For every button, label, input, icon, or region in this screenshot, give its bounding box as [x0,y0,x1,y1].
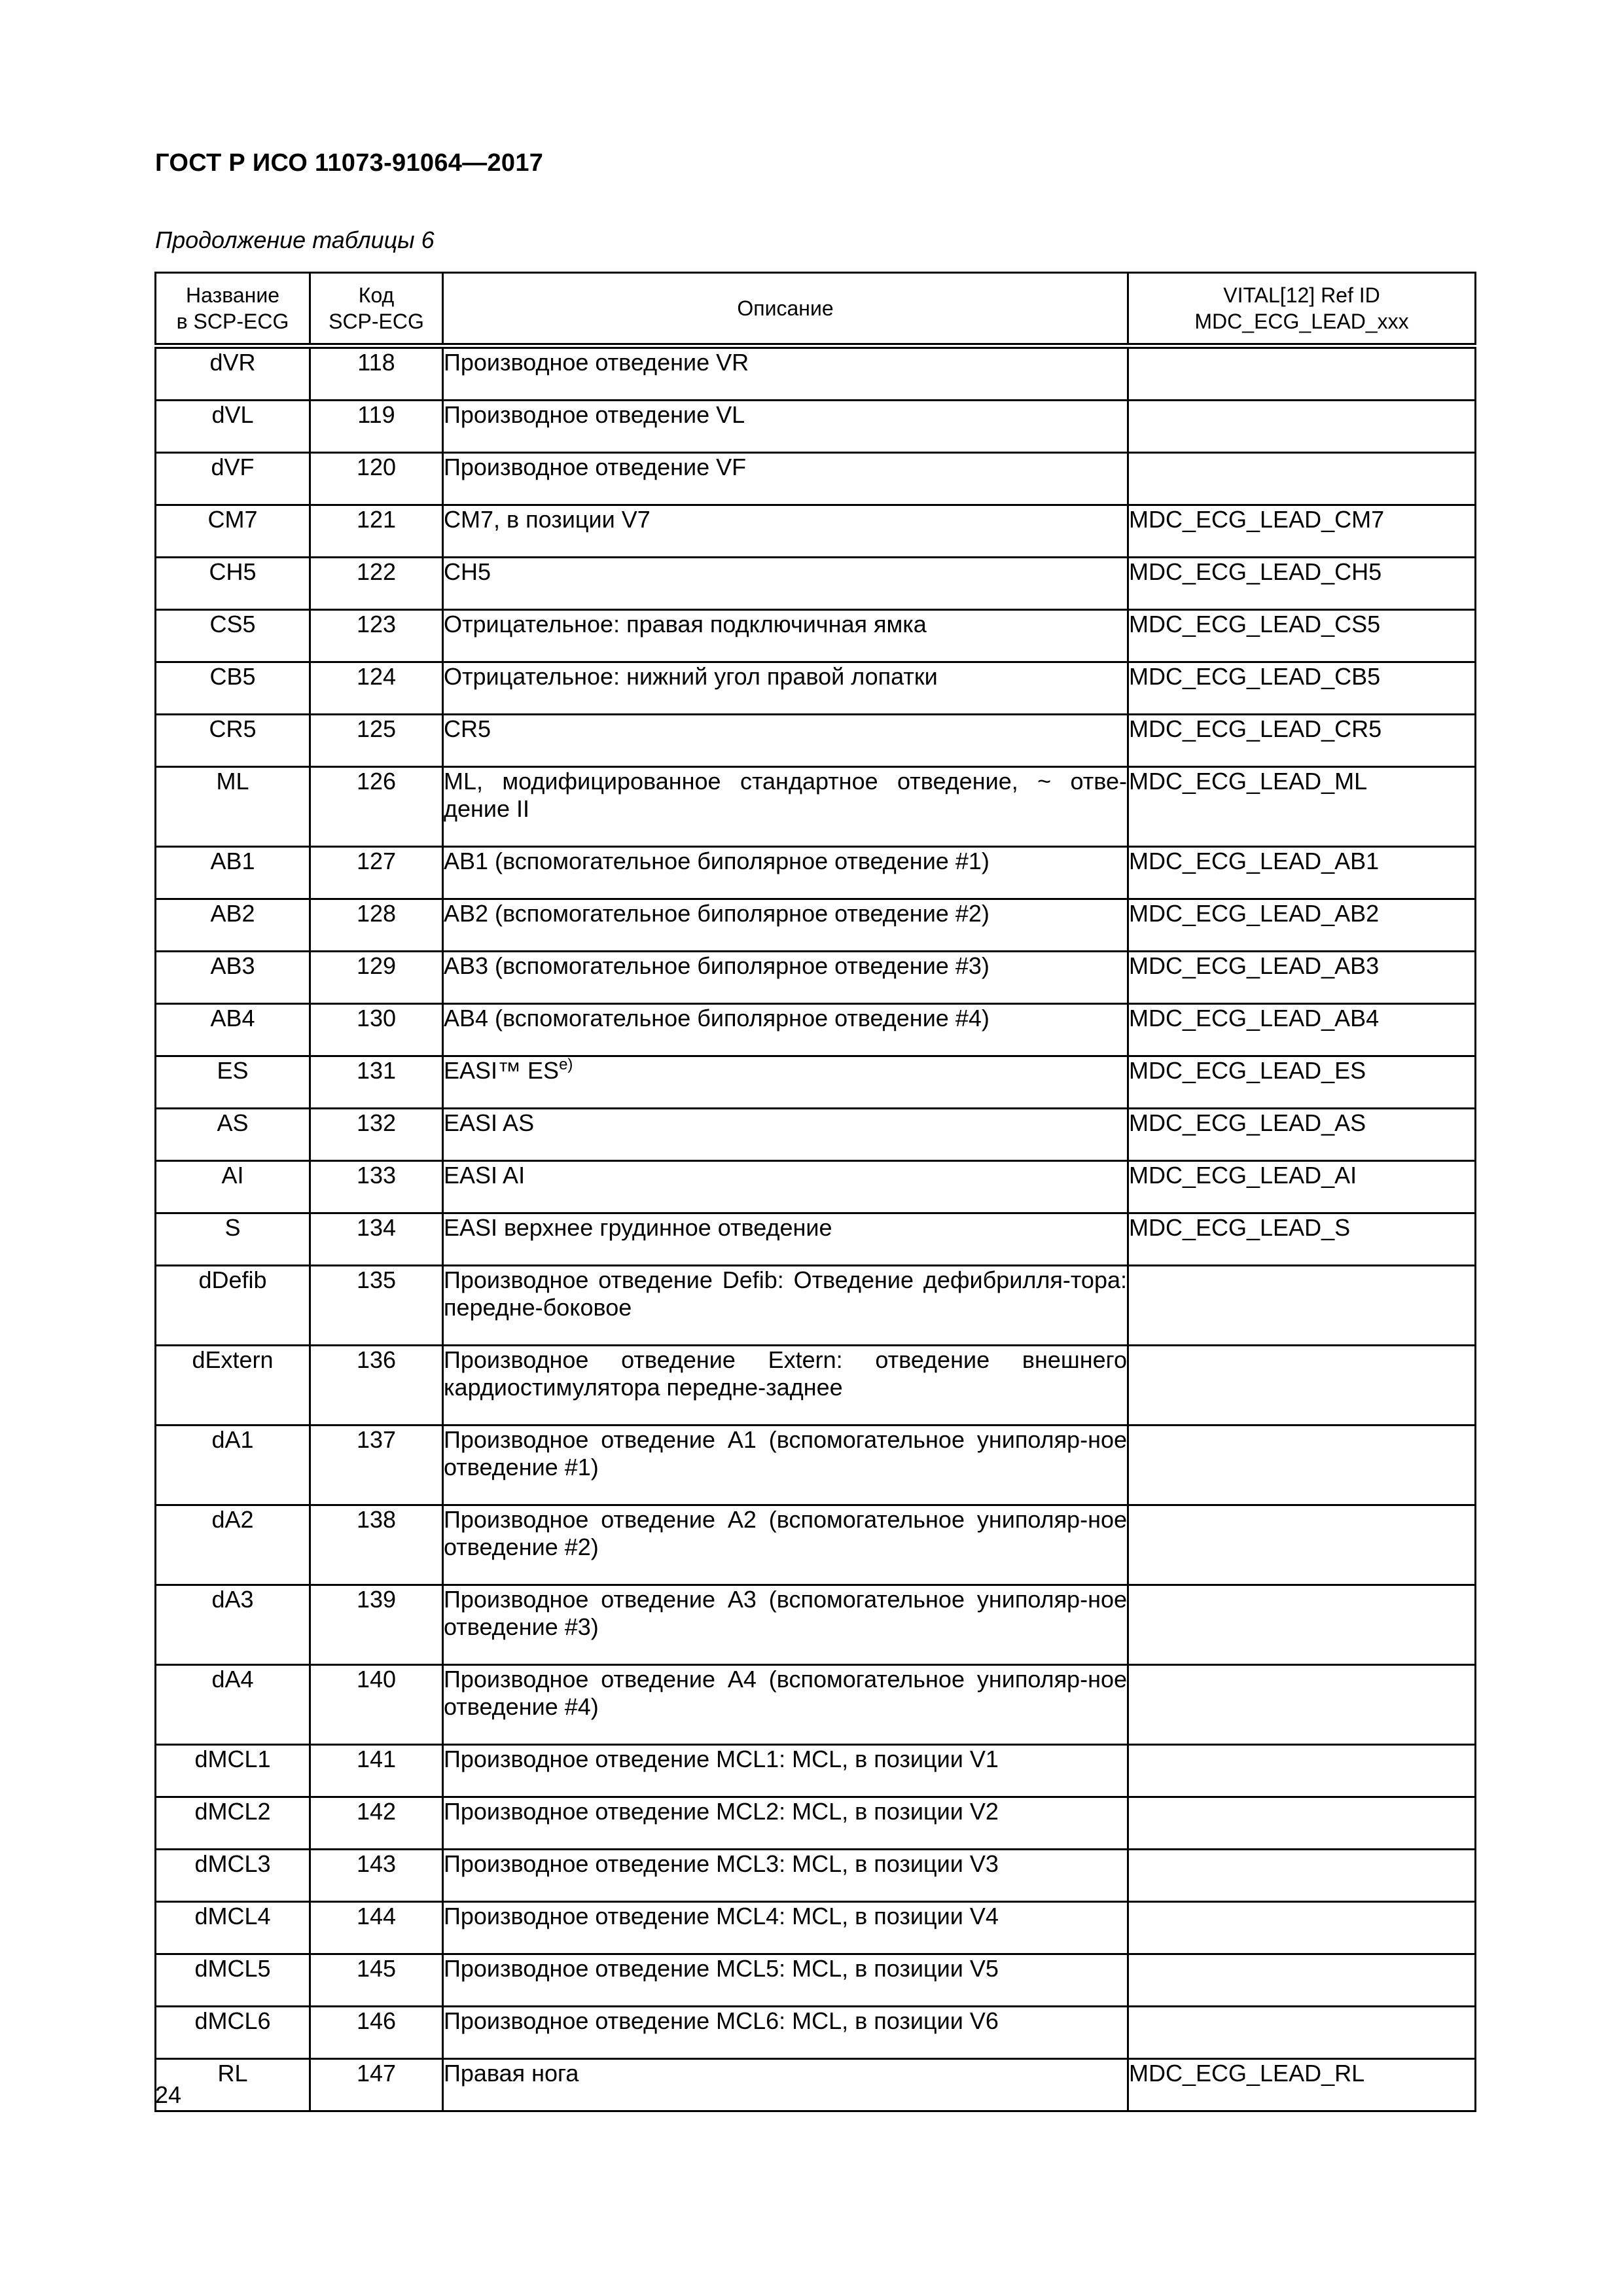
table-row [156,1505,1476,1585]
cell-code: 124 [310,662,443,715]
cell-description: Производное отведение VR [443,346,1128,401]
table-row [156,1585,1476,1665]
cell-name: S [156,1213,310,1266]
cell-description: Производное отведение Defib: Отведение дефибрилля-тора: передне-боковое [443,1266,1128,1346]
cell-code: 128 [310,899,443,952]
cell-code: 130 [310,1004,443,1056]
cell-description: CR5 [443,715,1128,767]
cell-ref-id: MDC_ECG_LEAD_AI [1128,1161,1476,1213]
cell-name: dA1 [156,1426,310,1505]
cell-ref-id: MDC_ECG_LEAD_AB4 [1128,1004,1476,1056]
cell-description: Отрицательное: нижний угол правой лопатки [443,662,1128,715]
cell-code: 122 [310,558,443,610]
cell-name: AB2 [156,899,310,952]
cell-name: AS [156,1109,310,1161]
cell-description: Производное отведение VL [443,401,1128,453]
cell-ref-id [1128,346,1476,401]
cell-description: Производное отведение A3 (вспомогательное униполяр-ное отведение #3) [443,1585,1128,1665]
table-row [156,952,1476,1004]
cell-description: ML, модифицированное стандартное отведение, ~ отве-дение II [443,767,1128,847]
cell-name: CR5 [156,715,310,767]
cell-description: Производное отведение MCL1: MCL, в позиции V1 [443,1745,1128,1797]
lead-table [154,272,1476,2112]
cell-name: RL [156,2059,310,2111]
cell-ref-id [1128,1266,1476,1346]
cell-code: 134 [310,1213,443,1266]
cell-description: AB2 (вспомогательное биполярное отведение #2) [443,899,1128,952]
cell-code: 120 [310,453,443,505]
cell-description: EASI AI [443,1161,1128,1213]
table-row [156,505,1476,558]
cell-code: 131 [310,1056,443,1109]
cell-ref-id [1128,1745,1476,1797]
footnote-marker: е) [559,1056,573,1073]
cell-description: EASI™ $ES^{е)}$ [443,1056,1128,1109]
table-row [156,401,1476,453]
cell-code: 119 [310,401,443,453]
cell-description: EASI AS [443,1109,1128,1161]
cell-ref-id: MDC_ECG_LEAD_CR5 [1128,715,1476,767]
cell-ref-id [1128,1665,1476,1745]
cell-description: CM7, в позиции V7 [443,505,1128,558]
cell-ref-id: MDC_ECG_LEAD_AS [1128,1109,1476,1161]
cell-description: Производное отведение MCL5: MCL, в позиции V5 [443,1954,1128,2007]
cell-ref-id: MDC_ECG_LEAD_CM7 [1128,505,1476,558]
cell-code: 143 [310,1850,443,1902]
cell-ref-id: MDC_ECG_LEAD_AB3 [1128,952,1476,1004]
cell-name: dMCL2 [156,1797,310,1850]
col-header-name: Название в SCP-ECG [156,273,310,346]
cell-ref-id [1128,1346,1476,1426]
col-header-code: Код SCP-ECG [310,273,443,346]
table-row [156,767,1476,847]
cell-ref-id [1128,1505,1476,1585]
table-row [156,453,1476,505]
cell-name: CS5 [156,610,310,662]
cell-name: dMCL1 [156,1745,310,1797]
table-row [156,1426,1476,1505]
cell-code: 145 [310,1954,443,2007]
cell-code: 137 [310,1426,443,1505]
cell-ref-id: MDC_ECG_LEAD_ES [1128,1056,1476,1109]
cell-code: 135 [310,1266,443,1346]
cell-code: 142 [310,1797,443,1850]
table-row [156,1954,1476,2007]
table-row [156,610,1476,662]
cell-description: AB1 (вспомогательное биполярное отведение #1) [443,847,1128,899]
cell-code: 147 [310,2059,443,2111]
cell-ref-id [1128,1797,1476,1850]
cell-name: dMCL3 [156,1850,310,1902]
table-row [156,1902,1476,1954]
cell-name: dMCL6 [156,2007,310,2059]
cell-ref-id: MDC_ECG_LEAD_CB5 [1128,662,1476,715]
cell-ref-id [1128,1585,1476,1665]
cell-name: dExtern [156,1346,310,1426]
table-row [156,558,1476,610]
cell-description: Производное отведение MCL2: MCL, в позиции V2 [443,1797,1128,1850]
cell-ref-id: MDC_ECG_LEAD_RL [1128,2059,1476,2111]
cell-code: 125 [310,715,443,767]
table-row [156,1266,1476,1346]
table-row [156,1004,1476,1056]
cell-name: CM7 [156,505,310,558]
table-row [156,1213,1476,1266]
cell-name: dDefib [156,1266,310,1346]
cell-name: dVL [156,401,310,453]
cell-description: Производное отведение A4 (вспомогательное униполяр-ное отведение #4) [443,1665,1128,1745]
cell-name: AB4 [156,1004,310,1056]
cell-ref-id [1128,1954,1476,2007]
cell-name: dA2 [156,1505,310,1585]
cell-code: 141 [310,1745,443,1797]
table-row [156,1109,1476,1161]
cell-code: 146 [310,2007,443,2059]
cell-code: 123 [310,610,443,662]
cell-ref-id: MDC_ECG_LEAD_CS5 [1128,610,1476,662]
table-row [156,662,1476,715]
cell-code: 121 [310,505,443,558]
cell-code: 133 [310,1161,443,1213]
table-row [156,1665,1476,1745]
cell-ref-id [1128,1902,1476,1954]
cell-ref-id [1128,1426,1476,1505]
table-row [156,1850,1476,1902]
cell-code: 129 [310,952,443,1004]
cell-ref-id: MDC_ECG_LEAD_AB1 [1128,847,1476,899]
cell-name: CB5 [156,662,310,715]
col-header-ref-id: VITAL[12] Ref ID MDC_ECG_LEAD_xxx [1128,273,1476,346]
col-header-description: Описание [443,273,1128,346]
cell-ref-id: MDC_ECG_LEAD_S [1128,1213,1476,1266]
cell-name: dMCL5 [156,1954,310,2007]
table-caption: Продолжение таблицы 6 [155,226,435,253]
cell-code: 132 [310,1109,443,1161]
cell-name: ML [156,767,310,847]
cell-description: Отрицательное: правая подключичная ямка [443,610,1128,662]
cell-code: 144 [310,1902,443,1954]
cell-code: 139 [310,1585,443,1665]
cell-description: Производное отведение A2 (вспомогательное униполяр-ное отведение #2) [443,1505,1128,1585]
cell-code: 136 [310,1346,443,1426]
cell-name: dA3 [156,1585,310,1665]
cell-name: dVR [156,346,310,401]
cell-ref-id [1128,2007,1476,2059]
cell-code: 140 [310,1665,443,1745]
table-row [156,1797,1476,1850]
cell-name: AB1 [156,847,310,899]
cell-description: Правая нога [443,2059,1128,2111]
cell-ref-id: MDC_ECG_LEAD_ML [1128,767,1476,847]
cell-name: dVF [156,453,310,505]
cell-description: Производное отведение Extern: отведение внешнего кардиостимулятора передне-заднее [443,1346,1128,1426]
cell-ref-id [1128,453,1476,505]
table-header-row [156,273,1476,346]
table-row [156,346,1476,401]
cell-name: CH5 [156,558,310,610]
cell-description: Производное отведение MCL4: MCL, в позиции V4 [443,1902,1128,1954]
cell-name: ES [156,1056,310,1109]
table-row [156,1056,1476,1109]
cell-description: CH5 [443,558,1128,610]
table-row [156,1161,1476,1213]
cell-description: Производное отведение VF [443,453,1128,505]
cell-name: dMCL4 [156,1902,310,1954]
table-row [156,715,1476,767]
table-row [156,1346,1476,1426]
cell-description: EASI верхнее грудинное отведение [443,1213,1128,1266]
cell-description: Производное отведение MCL6: MCL, в позиции V6 [443,2007,1128,2059]
table-row [156,847,1476,899]
cell-code: 127 [310,847,443,899]
table-row [156,1745,1476,1797]
cell-description: AB4 (вспомогательное биполярное отведение #4) [443,1004,1128,1056]
cell-ref-id: MDC_ECG_LEAD_AB2 [1128,899,1476,952]
document-title: ГОСТ Р ИСО 11073-91064—2017 [155,149,544,177]
cell-name: AI [156,1161,310,1213]
cell-ref-id [1128,401,1476,453]
cell-description: AB3 (вспомогательное биполярное отведение #3) [443,952,1128,1004]
cell-code: 138 [310,1505,443,1585]
cell-code: 118 [310,346,443,401]
cell-ref-id [1128,1850,1476,1902]
cell-name: AB3 [156,952,310,1004]
cell-description: Производное отведение A1 (вспомогательное униполяр-ное отведение #1) [443,1426,1128,1505]
page-number: 24 [155,2081,182,2108]
table-row [156,2007,1476,2059]
table-row [156,899,1476,952]
table-body [156,346,1476,2111]
cell-description: Производное отведение MCL3: MCL, в позиции V3 [443,1850,1128,1902]
cell-ref-id: MDC_ECG_LEAD_CH5 [1128,558,1476,610]
table-row [156,2059,1476,2111]
cell-code: 126 [310,767,443,847]
cell-name: dA4 [156,1665,310,1745]
